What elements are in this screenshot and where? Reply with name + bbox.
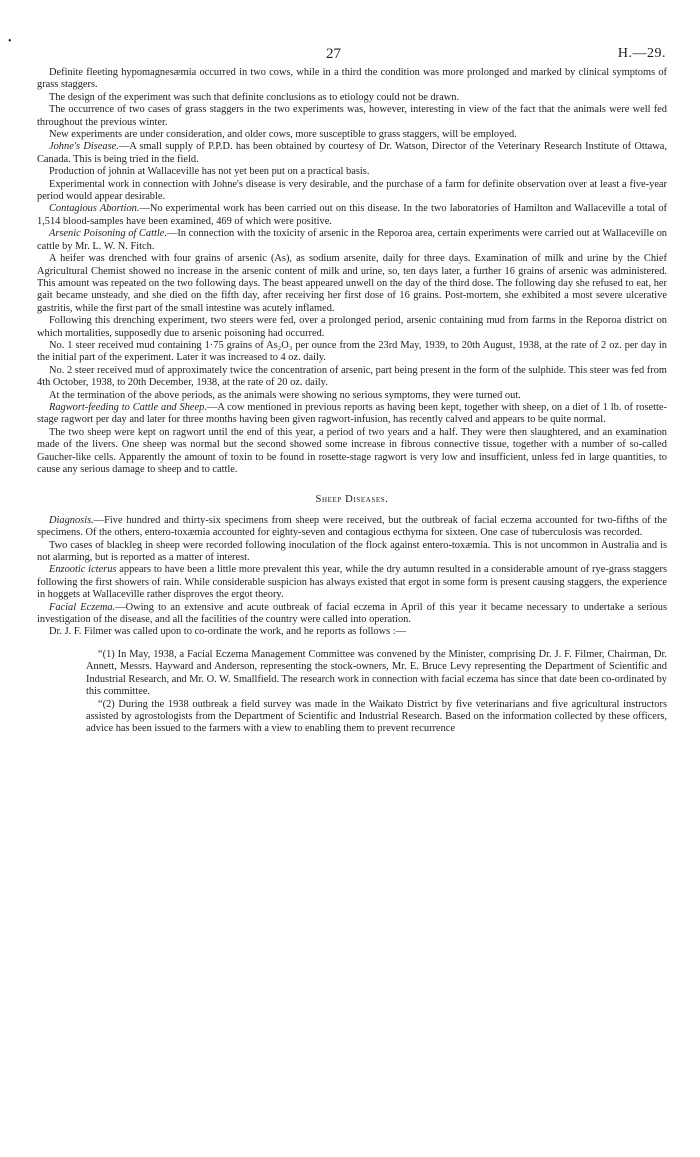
document-body [37,67,667,736]
paragraph: A heifer was drenched with four grains of arsenic (As), as sodium arsenite, daily for three days. Examination of milk and urine by the Chief Agricultural Chemist showed no increase in the arsenic content of milk and urine, so, ten days later, a further 16 grains of arsenic was administered. This amount was repeated on the two following days. The beast appeared unwell on the day of the third dose. The following day she refused to eat, her gait became unsteady, and she died on the fifth day, after receiving her first dose of 16 grains. Post-mortem, she exhibited a most severe ulcerative gastritis, while the first part of the small intestine was acutely inflamed. [37,253,667,314]
paragraph: New experiments are under consideration, and older cows, more susceptible to grass staggers, will be employed. [49,129,517,141]
page-number: 27 [326,46,341,62]
paragraph-lead: Diagnosis. [49,514,94,526]
paragraph: Johne's Disease.—A small supply of P.P.D. has been obtained by courtesy of Dr. Watson, Director of the Veterinary Research Institute of Ottawa, Canada. This is being tried in the field. [37,141,668,165]
paragraph: Definite fleeting hypomagnesæmia occurred in two cows, while in a third the condition was more prolonged and marked by clinical symptoms of grass staggers. [37,67,667,91]
paragraph-lead: Facial Eczema. [49,601,116,613]
paragraph: Facial Eczema.—Owing to an extensive and acute outbreak of facial eczema in April of this year it became necessary to undertake a serious investigation of the disease, and all the facilities of the country were called into operation. [37,601,667,626]
paragraph: Contagious Abortion.—No experimental work has been carried out on this disease. In the two laboratories of Hamilton and Wallaceville a total of 1,514 blood-samples have been examined, 469 of which were positive. [37,203,667,227]
paragraph: The design of the experiment was such that definite conclusions as to etiology could not be drawn. [49,91,460,103]
paragraph: Dr. J. F. Filmer was called upon to co-ordinate the work, and he reports as follows :— [49,626,406,638]
paragraph: Arsenic Poisoning of Cattle.—In connection with the toxicity of arsenic in the Reporoa area, certain experiments were carried out at Wallaceville on cattle by Mr. L. W. N. Fitch. [37,228,667,252]
paragraph: No. 2 steer received mud of approximately twice the concentration of arsenic, part being present in the form of the sulphide. This steer was fed from 4th October, 1938, to 20th December, 1938, at the rate of 20 oz. daily. [37,364,667,389]
paragraph-lead: Ragwort-feeding to Cattle and Sheep. [49,401,207,413]
paragraph: No. 1 steer received mud containing 1·75 grains of As₂O₃ per ounce from the 23rd May, 1939, to 20th August, 1938, at the rate of 2 oz. per day in the initial part of the experiment. Later it was increased to 4 oz. daily. [37,339,667,364]
document-reference: H.—29. [617,46,666,61]
paragraph: Two cases of blackleg in sheep were recorded following inoculation of the flock against entero-toxæmia. This is not uncommon in Australia and is not alarming, but is reported as a matter of interest. [37,539,667,564]
margin-dot: • [8,36,12,47]
paragraph: At the termination of the above periods, as the animals were showing no serious symptoms, they were turned out. [49,389,521,401]
paragraph: The two sheep were kept on ragwort until the end of this year, a period of two years and a half. They were then slaughtered, and an examination made of the livers. One sheep was normal but the second showed some increase in fibrous connective tissue, together with a number of so-called Gaucher-like cells. Apparently the amount of toxin to be found in rosette-stage ragwort is very low and insufficient, unless fed in large quantities, to cause any serious damage to sheep and to cattle. [37,426,667,475]
paragraph: The occurrence of two cases of grass staggers in the two experiments was, however, interesting in view of the fact that the animals were well fed throughout the previous winter. [37,104,667,128]
paragraph: Enzootic icterus appears to have been a little more prevalent this year, while the dry autumn resulted in a considerable amount of rye-grass staggers following the first showers of rain. While considerable suspicion has always existed that ergot in some form is present causing staggers, the experience in hoggets at Wallaceville rather disproves the ergot theory. [37,564,667,601]
paragraph: Diagnosis.—Five hundred and thirty-six specimens from sheep were received, but the outbreak of facial eczema accounted for two-fifths of the specimens. Of the others, entero-toxæmia accounted for eighty-seven and contagious ecthyma for sixteen. One case of tuberculosis was recorded. [37,514,667,539]
paragraph-lead: Contagious Abortion. [49,203,140,215]
section-heading: Sheep Diseases. [315,494,389,506]
quoted-paragraph: “(2) During the 1938 outbreak a field survey was made in the Waikato District by five veterinarians and five agricultural instructors assisted by agrostologists from the Department of Scientific and Industrial Research. Based on the information collected by these officers, advice has been issued to the farmers with a view to enabling them to prevent recurrence [86,698,667,735]
paragraph: Ragwort-feeding to Cattle and Sheep.—A cow mentioned in previous reports as having been kept, together with sheep, on a diet of 1 lb. of rosette-stage ragwort per day and later for three months having been given ragwort-infusion, has recently calved and appears to be quite normal. [37,401,667,426]
paragraph-lead: Enzootic icterus [49,564,117,576]
paragraph: Following this drenching experiment, two steers were fed, over a prolonged period, arsenic containing mud from farms in the Reporoa district on which mortalities, supposedly due to arsenic poisoning had occurred. [37,315,667,339]
paragraph-lead: Johne's Disease. [49,141,119,153]
paragraph-lead: Arsenic Poisoning of Cattle. [49,228,167,240]
paragraph: Experimental work in connection with Johne's disease is very desirable, and the purchase of a farm for definite observation over at least a five-year period would appear desirable. [37,178,667,203]
paragraph: Production of johnin at Wallaceville has not yet been put on a practical basis. [49,166,370,178]
quoted-paragraph: “(1) In May, 1938, a Facial Eczema Management Committee was convened by the Minister, comprising Dr. J. F. Filmer, Chairman, Dr. Annett, Messrs. Hayward and Anderson, representing the stock-owners, Mr. E. Bruce Levy representing the Department of Scientific and Industrial Research, and Mr. O. W. Smallfield. The research work in connection with facial eczema has since that date been co-ordinated by this committee. [86,648,667,698]
